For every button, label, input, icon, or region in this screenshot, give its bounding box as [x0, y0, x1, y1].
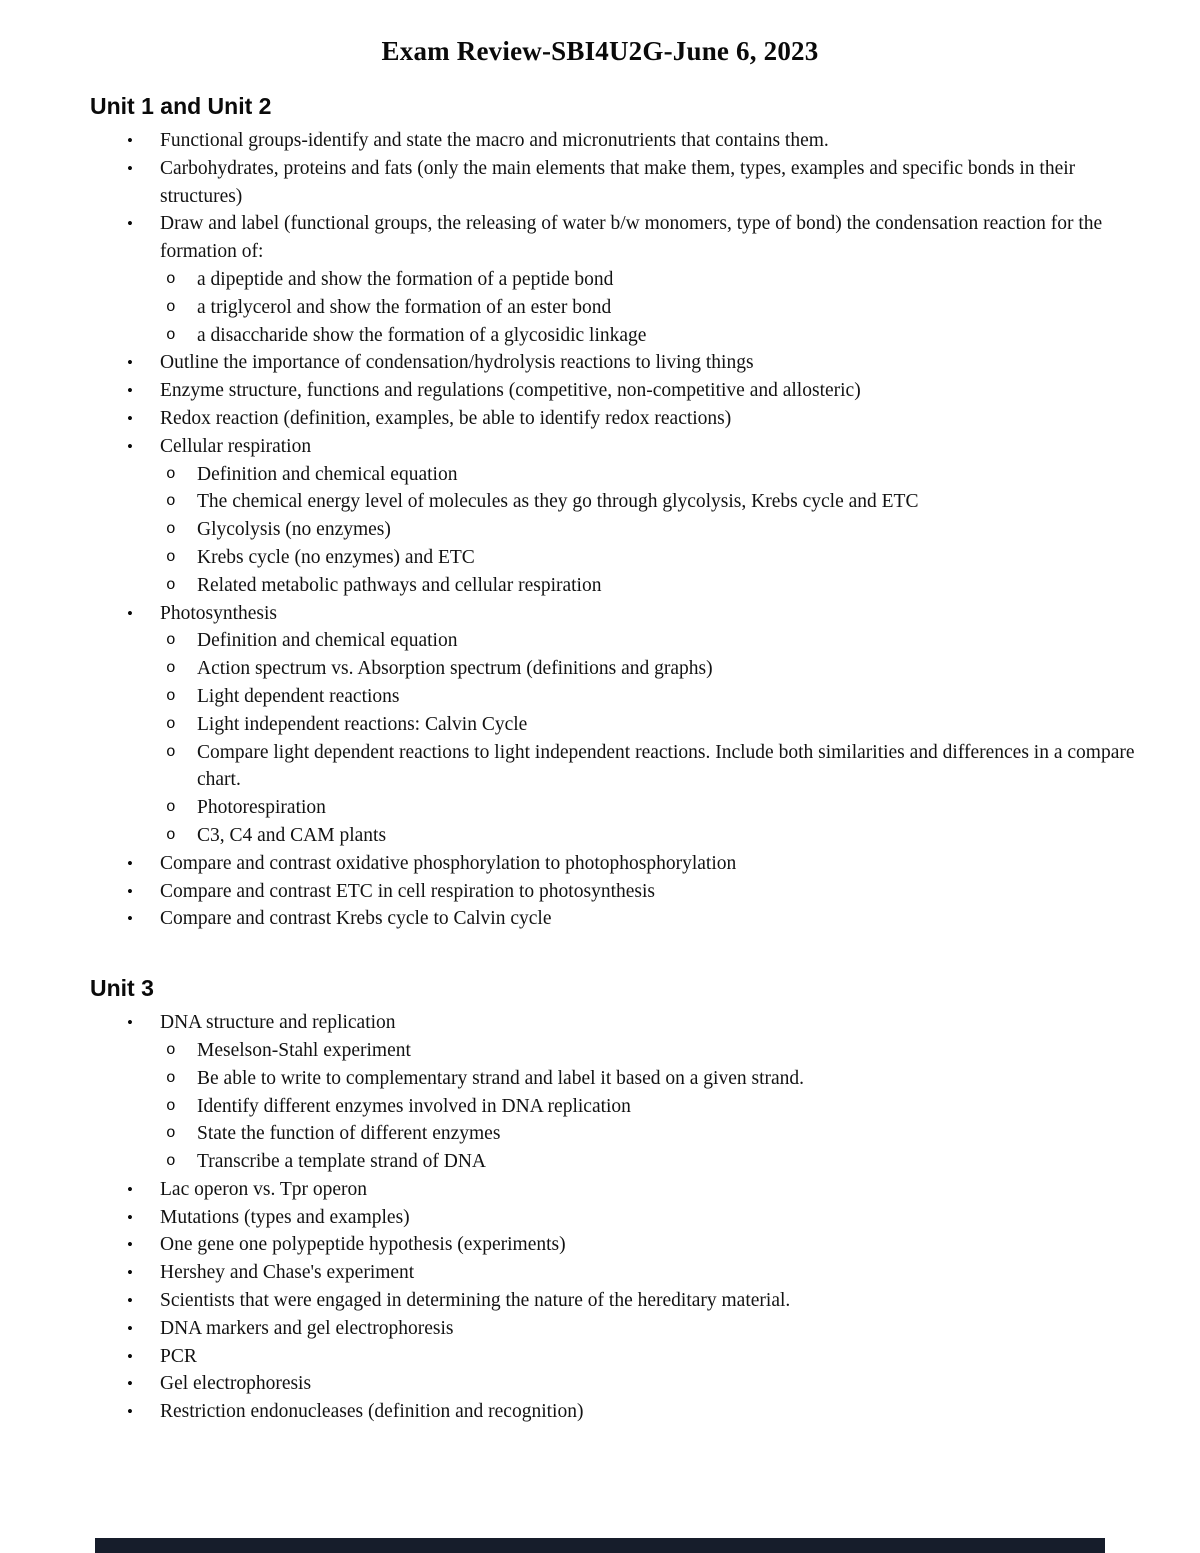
circle-bullet-icon: o [166, 269, 176, 288]
sub-bullet-list [160, 461, 1142, 600]
sub-list-item-text: Be able to write to complementary strand and label it based on a given strand. [197, 1067, 805, 1089]
bullet-icon: • [127, 853, 133, 873]
list-item [127, 210, 1142, 349]
list-item [127, 878, 1142, 906]
sub-list-item-text: Light independent reactions: Calvin Cycle [197, 713, 528, 735]
bullet-icon: • [127, 1318, 133, 1338]
list-item [127, 377, 1142, 405]
sub-list-item-text: Meselson-Stahl experiment [197, 1039, 411, 1061]
circle-bullet-icon: o [166, 1124, 176, 1143]
sub-list-item [166, 655, 1142, 683]
list-item [127, 1398, 1142, 1426]
sub-list-item-text: a triglycerol and show the formation of an ester bond [197, 296, 612, 318]
sub-list-item [166, 1093, 1142, 1121]
sub-list-item [166, 572, 1142, 600]
bullet-list [90, 127, 1142, 933]
list-item-text: DNA structure and replication [160, 1012, 396, 1034]
sub-list-item [166, 739, 1142, 795]
sub-list-item-text: Krebs cycle (no enzymes) and ETC [197, 546, 475, 568]
sub-list-item [166, 322, 1142, 350]
section-unit-3 [90, 975, 1142, 1426]
bullet-icon: • [127, 1374, 133, 1394]
sub-list-item [166, 1148, 1142, 1176]
sub-list-item-text: Identify different enzymes involved in DNA replication [197, 1095, 631, 1117]
bullet-icon: • [127, 214, 133, 234]
list-item-text: Carbohydrates, proteins and fats (only the main elements that make them, types, examples and specific bonds in their structures) [160, 157, 1076, 207]
bullet-icon: • [127, 909, 133, 929]
sub-list-item [166, 544, 1142, 572]
sub-list-item-text: State the function of different enzymes [197, 1123, 501, 1145]
circle-bullet-icon: o [166, 686, 176, 705]
circle-bullet-icon: o [166, 464, 176, 483]
sub-list-item-text: Related metabolic pathways and cellular respiration [197, 574, 602, 596]
list-item [127, 905, 1142, 933]
circle-bullet-icon: o [166, 1040, 176, 1059]
list-item [127, 433, 1142, 600]
list-item-text: Enzyme structure, functions and regulations (competitive, non-competitive and allosteric) [160, 380, 861, 402]
list-item-text: Functional groups-identify and state the macro and micronutrients that contains them. [160, 130, 829, 151]
circle-bullet-icon: o [166, 297, 176, 316]
circle-bullet-icon: o [166, 798, 176, 817]
bullet-icon: • [127, 408, 133, 428]
list-item-text: Compare and contrast Krebs cycle to Calvin cycle [160, 908, 552, 930]
section-unit-1-2 [90, 93, 1142, 933]
sub-list-item-text: Compare light dependent reactions to light independent reactions. Include both similarities and differences in a compare chart. [197, 741, 1135, 791]
list-item-text: Restriction endonucleases (definition and recognition) [160, 1401, 584, 1423]
sub-list-item-text: a dipeptide and show the formation of a peptide bond [197, 268, 614, 290]
sub-list-item [166, 516, 1142, 544]
sub-list-item [166, 294, 1142, 322]
bullet-icon: • [127, 381, 133, 401]
bullet-icon: • [127, 1013, 133, 1033]
list-item-text: DNA markers and gel electrophoresis [160, 1317, 454, 1339]
bullet-icon: • [127, 158, 133, 178]
bullet-list [90, 1009, 1142, 1426]
list-item-text: Draw and label (functional groups, the releasing of water b/w monomers, type of bond) the condensation reaction for the formation of: [160, 213, 1103, 263]
list-item [127, 155, 1142, 211]
list-item-text: One gene one polypeptide hypothesis (experiments) [160, 1234, 566, 1256]
list-item [127, 127, 1142, 155]
sub-list-item [166, 266, 1142, 294]
list-item [127, 1176, 1142, 1204]
sub-bullet-list [160, 1037, 1142, 1176]
list-item-text: Scientists that were engaged in determining the nature of the hereditary material. [160, 1290, 791, 1312]
sub-list-item [166, 822, 1142, 850]
circle-bullet-icon: o [166, 1068, 176, 1087]
sub-list-item [166, 461, 1142, 489]
bullet-icon: • [127, 1346, 133, 1366]
list-item-text: Compare and contrast oxidative phosphorylation to photophosphorylation [160, 852, 737, 874]
bullet-icon: • [127, 603, 133, 623]
bullet-icon: • [127, 1207, 133, 1227]
sub-bullet-list [160, 627, 1142, 849]
bullet-icon: • [127, 436, 133, 456]
list-item [127, 405, 1142, 433]
sub-list-item [166, 1065, 1142, 1093]
circle-bullet-icon: o [166, 742, 176, 761]
bullet-icon: • [127, 131, 133, 150]
circle-bullet-icon: o [166, 575, 176, 594]
sub-list-item [166, 627, 1142, 655]
list-item-text: Mutations (types and examples) [160, 1206, 410, 1228]
sub-list-item [166, 1120, 1142, 1148]
sub-list-item-text: The chemical energy level of molecules as they go through glycolysis, Krebs cycle and ETC [197, 491, 919, 513]
bullet-icon: • [127, 1263, 133, 1283]
bullet-icon: • [127, 1291, 133, 1311]
section-heading: Unit 1 and Unit 2 [90, 93, 272, 119]
circle-bullet-icon: o [166, 1152, 176, 1171]
sub-list-item-text: Glycolysis (no enzymes) [197, 519, 391, 541]
footer-bar [95, 1538, 1105, 1553]
sub-list-item-text: C3, C4 and CAM plants [197, 824, 387, 846]
section-heading: Unit 3 [90, 975, 154, 1002]
circle-bullet-icon: o [166, 520, 176, 539]
sub-list-item [166, 711, 1142, 739]
sub-list-item-text: a disaccharide show the formation of a glycosidic linkage [197, 324, 647, 346]
circle-bullet-icon: o [166, 1096, 176, 1115]
bullet-icon: • [127, 1402, 133, 1422]
list-item [127, 1287, 1142, 1315]
list-item-text: Compare and contrast ETC in cell respiration to photosynthesis [160, 880, 655, 902]
list-item [127, 1009, 1142, 1176]
bullet-icon: • [127, 881, 133, 901]
list-item-text: Gel electrophoresis [160, 1373, 312, 1395]
list-item-text: Outline the importance of condensation/hydrolysis reactions to living things [160, 352, 754, 374]
sub-list-item-text: Transcribe a template strand of DNA [197, 1151, 486, 1173]
list-item-text: Cellular respiration [160, 435, 312, 457]
sub-list-item [166, 794, 1142, 822]
list-item-text: Hershey and Chase's experiment [160, 1262, 415, 1284]
sub-list-item-text: Definition and chemical equation [197, 463, 458, 485]
list-item [127, 1343, 1142, 1371]
sub-bullet-list [160, 266, 1142, 349]
sub-list-item-text: Photorespiration [197, 797, 326, 819]
list-item [127, 1315, 1142, 1343]
list-item-text: Photosynthesis [160, 602, 278, 624]
circle-bullet-icon: o [166, 325, 176, 344]
bullet-icon: • [127, 1235, 133, 1255]
sub-list-item-text: Light dependent reactions [197, 685, 400, 707]
circle-bullet-icon: o [166, 714, 176, 733]
sub-list-item-text: Action spectrum vs. Absorption spectrum (definitions and graphs) [197, 658, 713, 680]
sub-list-item [166, 488, 1142, 516]
circle-bullet-icon: o [166, 492, 176, 511]
list-item-text: Lac operon vs. Tpr operon [160, 1178, 368, 1200]
list-item [127, 1231, 1142, 1259]
bullet-icon: • [127, 1179, 133, 1199]
sub-list-item-text: Definition and chemical equation [197, 630, 458, 652]
sub-list-item [166, 1037, 1142, 1065]
sub-list-item [166, 683, 1142, 711]
page-title: Exam Review-SBI4U2G-June 6, 2023 [381, 36, 819, 66]
list-item [127, 1204, 1142, 1232]
circle-bullet-icon: o [166, 825, 176, 844]
list-item-text: PCR [160, 1345, 197, 1367]
circle-bullet-icon: o [166, 631, 176, 650]
circle-bullet-icon: o [166, 547, 176, 566]
list-item [127, 600, 1142, 850]
list-item [127, 349, 1142, 377]
list-item [127, 1370, 1142, 1398]
list-item [127, 1259, 1142, 1287]
document-body [0, 67, 1200, 1426]
list-item-text: Redox reaction (definition, examples, be able to identify redox reactions) [160, 407, 732, 429]
circle-bullet-icon: o [166, 659, 176, 678]
list-item [127, 850, 1142, 878]
bullet-icon: • [127, 353, 133, 373]
